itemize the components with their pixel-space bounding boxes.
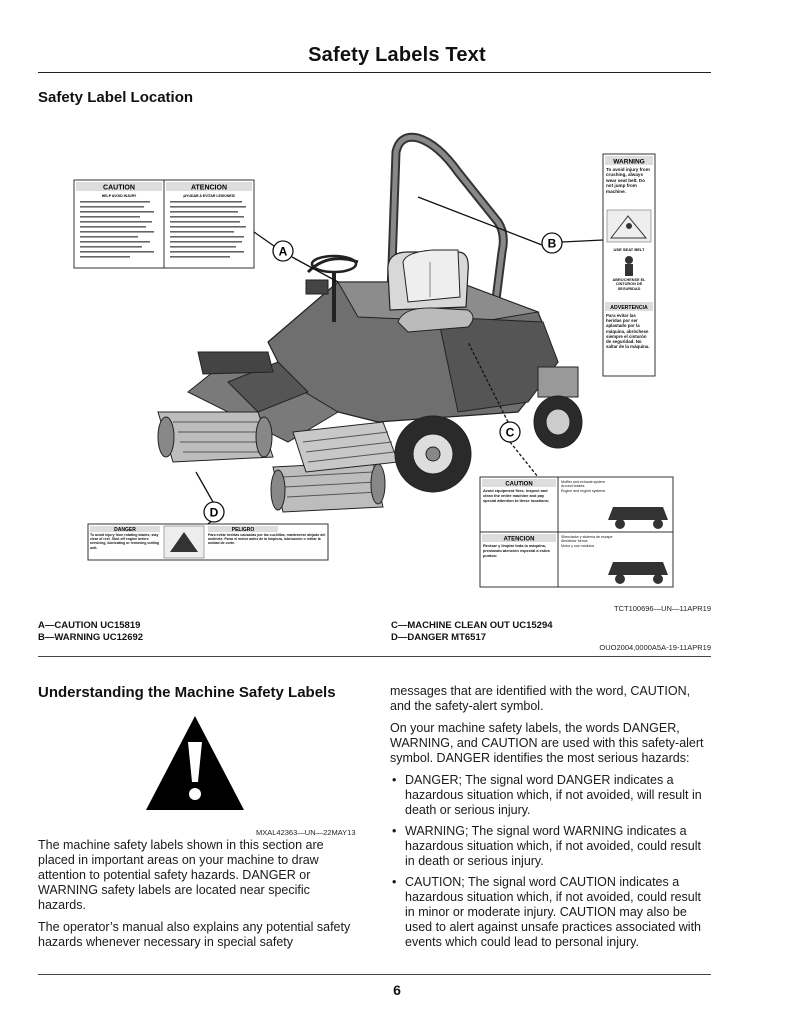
- label-d-es-text: Para evitar heridas causadas por las cuchillas, mantenerse alejado del molinete. Parar el motor antes de la limpieza, lubricación o retirar la unidad de corte.: [208, 533, 326, 546]
- page-number: 6: [393, 982, 401, 998]
- list-item: [390, 875, 712, 950]
- subsection-title: Understanding the Machine Safety Labels: [38, 684, 336, 701]
- callout-d-letter: D: [209, 505, 219, 520]
- label-d-es-header: PELIGRO: [231, 527, 255, 533]
- document-reference: OUO2004,0000A5A-19-11APR19: [599, 643, 711, 652]
- label-c-es-item-1: Silenciador y sistema de escape: [561, 535, 613, 539]
- page-title: Safety Labels Text: [308, 44, 486, 66]
- bullet-warning: WARNING; The signal word WARNING indicates a hazardous situation which, if not avoided, could result in death or serious injury.: [405, 824, 702, 868]
- label-c-es-item-2: Alrededor frenos: [561, 539, 588, 544]
- label-b-header: WARNING: [613, 158, 645, 166]
- reel-unit-left: [158, 412, 273, 462]
- label-b-seat-belt: USE SEAT BELT: [613, 247, 645, 252]
- callout-a-letter: A: [278, 244, 288, 259]
- left-paragraph-2: The operator’s manual also explains any potential safety hazards whenever necessary in special safety: [38, 920, 351, 949]
- callout-a: [273, 241, 293, 261]
- label-c-en-header: CAUTION: [505, 481, 533, 488]
- signal-word-list: [390, 773, 712, 950]
- label-c-es-text: Revisar y limpiar toda la máquina, prestando atención especial a estos puntos:: [483, 544, 550, 558]
- bullet-glyph: •: [392, 824, 397, 838]
- bullet-caution: CAUTION; The signal word CAUTION indicates a hazardous situation which, if not avoided, could result in minor or moderate injury. CAUTION may also be used to alert against unsafe practices associated with events which could lead to personal injury.: [405, 875, 702, 949]
- list-item: [390, 824, 712, 869]
- bullet-glyph: •: [392, 773, 397, 787]
- warning-triangle-icon: [142, 712, 248, 816]
- label-d-image: [88, 524, 328, 560]
- legend-a: A—CAUTION UC15819: [38, 620, 141, 631]
- label-d-en-text: To avoid injury from rotating blades, stay clear of reel. Shut off engine before servicing, lubricating or removing cutting unit.: [90, 533, 160, 550]
- section-divider: [38, 656, 711, 657]
- right-paragraph-2: On your machine safety labels, the words DANGER, WARNING, and CAUTION are used with this safety-alert symbol. DANGER identifies the most serious hazards:: [390, 721, 704, 765]
- list-item: [390, 773, 712, 818]
- callout-b-letter: B: [547, 236, 557, 251]
- legend-d: D—DANGER MT6517: [391, 632, 487, 643]
- label-b-es-header: ADVERTENCIA: [610, 305, 648, 311]
- figure-reference: TCT100696—UN—11APR19: [614, 604, 711, 613]
- left-column-text: [38, 838, 360, 957]
- right-column-text: [390, 684, 712, 956]
- safety-label-figure: [38, 112, 711, 602]
- label-c-es-item-3: Motor y sus módulos: [561, 543, 595, 548]
- label-b-es-seat-belt: ABROCHENSE EL CINTURON DE SEGURIDAD: [612, 278, 646, 291]
- callout-c-letter: C: [505, 425, 515, 440]
- bullet-glyph: •: [392, 875, 397, 889]
- legend-left: [38, 620, 143, 644]
- legend-right: [391, 620, 553, 644]
- footer-divider: [38, 974, 711, 975]
- bullet-danger: DANGER; The signal word DANGER indicates a hazardous situation which, if not avoided, will result in death or serious injury.: [405, 773, 702, 817]
- label-a-en-header: CAUTION: [103, 184, 135, 192]
- label-b-text: To avoid injury from crushing, always wear seat belt. Do not jump from machine.: [606, 167, 650, 194]
- label-c-en-text: Avoid equipment fires. Inspect and clean the entire machine and pay special attention to these locations:: [483, 489, 550, 503]
- left-paragraph-1: The machine safety labels shown in this section are placed in important areas on your machine to draw attention to potential safety hazards. DANGER or WARNING safety labels are located near specific hazards.: [38, 838, 324, 912]
- callout-c: [500, 422, 520, 442]
- label-a-es-sub: ¡AYUDAR A EVITAR LESIONES!: [182, 194, 236, 198]
- label-b-image: [603, 154, 655, 376]
- label-c-item-3: Engine and engine systems: [561, 488, 606, 493]
- label-a-es-header: ATENCION: [190, 184, 228, 192]
- section-title: Safety Label Location: [38, 89, 194, 106]
- legend-b: B—WARNING UC12692: [38, 632, 144, 643]
- legend-c: C—MACHINE CLEAN OUT UC15294: [391, 620, 553, 631]
- label-c-es-header: ATENCION: [503, 536, 535, 543]
- machine-illustration: [38, 112, 711, 602]
- title-divider: [38, 72, 711, 73]
- callout-d: [204, 502, 224, 522]
- label-c-image: [480, 477, 673, 587]
- label-d-en-header: DANGER: [114, 527, 136, 533]
- label-b-es-text: Para evitar las heridas por ser aplastado por la máquina, abróchese siempre el cinturón de seguridad. No saltar de la máquina.: [606, 313, 650, 350]
- right-paragraph-1: messages that are identified with the word, CAUTION, and the safety-alert symbol.: [390, 684, 691, 713]
- label-c-item-1: Muffler and exhaust system: [561, 480, 605, 484]
- label-c-item-2: Around brakes: [561, 484, 585, 489]
- label-a-image: [74, 180, 254, 268]
- callout-b: [542, 233, 562, 253]
- label-a-en-sub: HELP AVOID INJURY: [101, 194, 137, 198]
- alert-icon-reference: MXAL42363—UN—22MAY13: [256, 828, 356, 837]
